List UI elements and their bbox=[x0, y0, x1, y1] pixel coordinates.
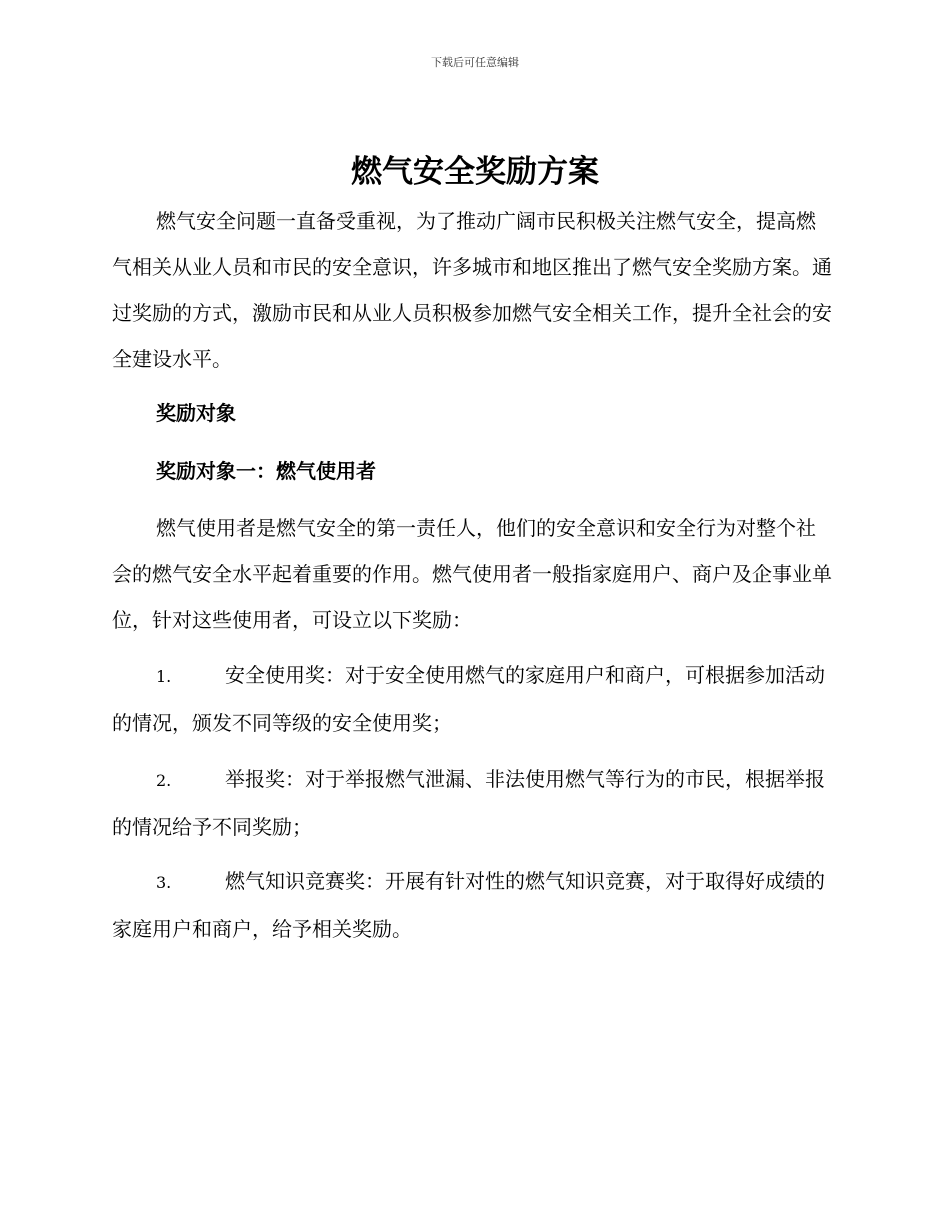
award-item-3 bbox=[112, 858, 834, 952]
list-number: 3. bbox=[156, 873, 172, 892]
subsection-paragraph: 燃气使用者是燃气安全的第一责任人，他们的安全意识和安全行为对整个社会的燃气安全水平起着重要的作用。燃气使用者一般指家庭用户、商户及企事业单位，针对这些使用者，可设立以下奖励： bbox=[112, 516, 832, 632]
award-text: 安全使用奖：对于安全使用燃气的家庭用户和商户，可根据参加活动的情况，颁发不同等级的安全使用奖； bbox=[112, 663, 825, 735]
award-text: 举报奖：对于举报燃气泄漏、非法使用燃气等行为的市民，根据举报的情况给予不同奖励； bbox=[112, 767, 825, 839]
award-text: 燃气知识竞赛奖：开展有针对性的燃气知识竞赛，对于取得好成绩的家庭用户和商户，给予相关奖励。 bbox=[112, 869, 825, 941]
list-number: 2. bbox=[156, 771, 172, 790]
document-title: 燃气安全奖励方案 bbox=[351, 154, 599, 190]
award-item-1 bbox=[112, 652, 834, 746]
subsection-heading: 奖励对象一：燃气使用者 bbox=[156, 459, 376, 483]
section-heading: 奖励对象 bbox=[156, 401, 236, 425]
header-note: 下载后可任意编辑 bbox=[431, 56, 519, 69]
award-item-2 bbox=[112, 756, 834, 850]
list-number: 1. bbox=[156, 667, 172, 686]
intro-paragraph: 燃气安全问题一直备受重视，为了推动广阔市民积极关注燃气安全，提高燃气相关从业人员和市民的安全意识，许多城市和地区推出了燃气安全奖励方案。通过奖励的方式，激励市民和从业人员积极参加燃气安全相关工作，提升全社会的安全建设水平。 bbox=[112, 209, 832, 371]
